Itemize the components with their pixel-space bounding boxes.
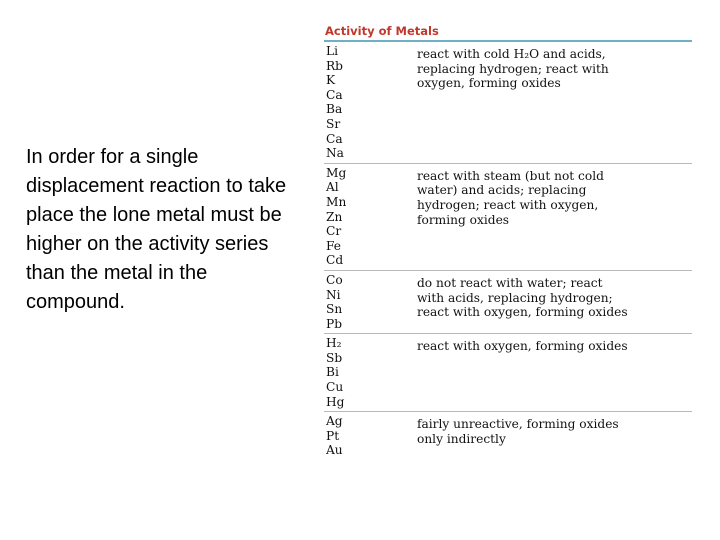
metal-list [324, 164, 417, 270]
metal-list [324, 271, 417, 333]
description-line: do not react with water; react [417, 275, 603, 290]
description-line: react with cold H₂O and acids, [417, 47, 606, 61]
metal-symbol: Cu [326, 380, 344, 395]
metal-symbol: Mn [326, 194, 347, 209]
metal-group [324, 42, 692, 164]
metal-symbol: Fe [326, 238, 342, 253]
metal-symbol: Ni [326, 287, 341, 302]
metal-symbol: Rb [326, 58, 343, 73]
metal-symbol: Ca [326, 87, 343, 102]
metal-group [324, 271, 692, 334]
metal-symbol: Zn [326, 209, 343, 224]
metal-groups [324, 42, 692, 460]
metal-symbol: Pb [326, 316, 343, 331]
metal-symbol: Sb [326, 350, 343, 365]
metal-group [324, 164, 692, 271]
metal-symbol: Sr [326, 116, 341, 131]
group-description [417, 271, 692, 333]
metal-symbol: H₂ [326, 336, 342, 351]
description-line: with acids, replacing hydrogen; [417, 290, 613, 305]
metal-symbol: Li [326, 44, 338, 58]
metal-symbol: Bi [326, 365, 339, 380]
metal-symbol: K [326, 73, 336, 88]
metal-list [324, 42, 417, 163]
metal-symbol: Ca [326, 131, 343, 146]
metal-symbol: Mg [326, 165, 347, 180]
description-line: hydrogen; react with oxygen, [417, 197, 599, 212]
description-line: water) and acids; replacing [417, 183, 587, 198]
description-line: forming oxides [417, 212, 510, 227]
activity-of-metals-table [324, 22, 692, 460]
group-description [417, 334, 692, 411]
group-description [417, 42, 692, 163]
description-line: react with steam (but not cold [417, 168, 604, 183]
metal-symbol: Cd [326, 253, 344, 268]
description-line: react with oxygen, forming oxides [417, 339, 628, 354]
description-line: only indirectly [417, 431, 506, 446]
metal-list [324, 334, 417, 411]
metal-list [324, 412, 417, 460]
explanation-text: In order for a single displacement reaction to take place the lone metal must be higher on the activity series than the metal in the compound. [26, 146, 287, 313]
metal-symbol: Na [326, 146, 344, 161]
metal-group [324, 334, 692, 412]
metal-symbol: Ag [326, 414, 343, 429]
description-line: react with oxygen, forming oxides [417, 305, 628, 320]
group-description [417, 164, 692, 270]
metal-symbol: Au [326, 443, 343, 458]
metal-symbol: Pt [326, 428, 340, 443]
metal-symbol: Co [326, 272, 343, 287]
table-title: Activity of Metals [325, 24, 439, 38]
group-description [417, 412, 692, 460]
description-line: fairly unreactive, forming oxides [417, 417, 619, 432]
metal-group [324, 412, 692, 460]
metal-symbol: Hg [326, 394, 345, 409]
metal-symbol: Al [326, 180, 339, 195]
description-line: replacing hydrogen; react with [417, 61, 609, 76]
metal-symbol: Sn [326, 302, 343, 317]
metal-symbol: Cr [326, 224, 342, 239]
metal-symbol: Ba [326, 102, 343, 117]
description-line: oxygen, forming oxides [417, 76, 561, 91]
